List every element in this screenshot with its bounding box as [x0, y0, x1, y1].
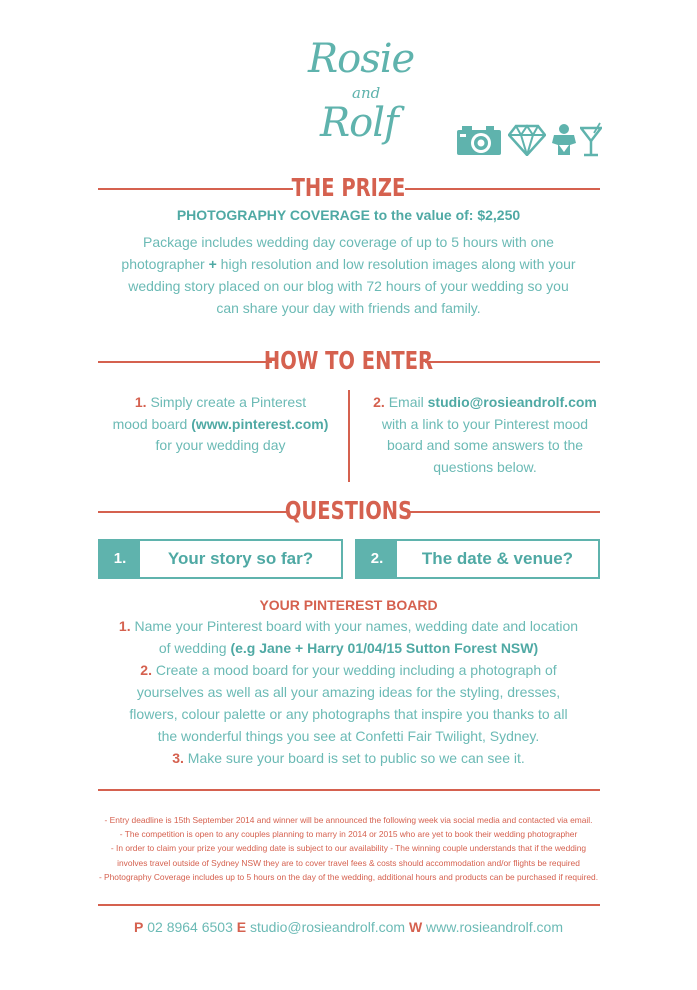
section-title-how-to-enter: HOW TO ENTER: [263, 346, 434, 375]
prize-headline: PHOTOGRAPHY COVERAGE to the value of: $2,250: [176, 207, 521, 223]
enter-step-1: [98, 392, 343, 457]
instruction-number: 2.: [140, 662, 152, 678]
logo-word-rosie: Rosie: [308, 36, 415, 82]
prize-description: [80, 231, 617, 319]
section-title-questions: QUESTIONS: [284, 496, 413, 525]
terms-line: - In order to claim your prize your wedding date is subject to our availability - The winning couple understands that if the wedding: [110, 843, 587, 854]
contact-line: [0, 919, 697, 935]
step-text: questions below.: [433, 458, 537, 475]
step-number: 2.: [373, 394, 385, 410]
studio-email-link[interactable]: studio@rosieandrolf.com: [427, 394, 597, 410]
terms-fine-print: [60, 813, 637, 884]
terms-line: involves travel outside of Sydney NSW they are to cover travel fees & costs should accommodation and/or flights be required: [117, 857, 580, 868]
prize-body-line: photographer: [121, 256, 209, 272]
phone-number[interactable]: 02 8964 6503: [143, 919, 237, 935]
diamond-icon: [508, 124, 546, 156]
board-name-example: (e.g Jane + Harry 01/04/15 Sutton Forest NSW): [230, 640, 539, 656]
contact-divider-top: [98, 904, 600, 906]
icon-row: [456, 120, 606, 160]
pinterest-link[interactable]: (www.pinterest.com): [191, 415, 329, 432]
contact-email[interactable]: studio@rosieandrolf.com: [246, 919, 409, 935]
cocktail-icon: [580, 122, 602, 158]
step-text: Simply create a Pinterest: [146, 394, 307, 410]
step-text: mood board: [112, 415, 192, 432]
instruction-number: 3.: [172, 750, 184, 766]
step-text: board and some answers to the: [386, 437, 584, 453]
prize-plus: +: [208, 256, 217, 272]
prize-body-line: can share your day with friends and family.: [216, 300, 481, 316]
step-text: with a link to your Pinterest mood: [381, 415, 589, 432]
instruction-text: the wonderful things you see at Confetti Fair Twilight, Sydney.: [157, 728, 540, 744]
question-number: 1.: [100, 541, 140, 577]
instruction-text: Make sure your board is set to public so we can see it.: [183, 750, 525, 766]
prize-body-line: wedding story placed on our blog with 72 hours of your wedding so you: [128, 278, 569, 294]
camera-icon: [456, 124, 502, 156]
instruction-text: flowers, colour palette or any photographs that inspire you thanks to all: [129, 706, 568, 722]
prize-body-line: high resolution and low resolution images along with your: [216, 256, 576, 272]
contact-website[interactable]: www.rosieandrolf.com: [422, 919, 563, 935]
pinterest-heading: YOUR PINTEREST BOARD: [259, 597, 438, 613]
fine-print-divider-top: [98, 789, 600, 791]
enter-column-divider: [348, 390, 350, 482]
section-title-prize: THE PRIZE: [291, 173, 406, 202]
pinterest-instructions: [70, 615, 627, 769]
terms-line: - Photography Coverage includes up to 5 hours on the day of the wedding, additional hours and products can be purchased if required.: [98, 871, 599, 882]
enter-step-2: [355, 392, 615, 478]
instruction-text: yourselves as well as all your amazing ideas for the styling, dresses,: [136, 684, 561, 700]
logo-word-and: and: [352, 84, 381, 102]
baby-icon: [550, 123, 578, 157]
instruction-text: Name your Pinterest board with your names, wedding date and location: [130, 618, 579, 634]
instruction-text: of wedding: [158, 640, 231, 656]
prize-body-line: Package includes wedding day coverage of up to 5 hours with one: [143, 234, 554, 250]
question-box-1: [98, 539, 343, 579]
terms-line: - Entry deadline is 15th September 2014 and winner will be announced the following week via social media and contacted via email.: [104, 815, 593, 825]
question-box-2: [355, 539, 600, 579]
terms-line: - The competition is open to any couples planning to marry in 2014 or 2015 who are yet to book their wedding photographer: [119, 829, 578, 840]
step-text: Email: [384, 394, 428, 410]
rosie-and-rolf-logo: [290, 28, 420, 158]
question-text: The date & venue?: [421, 549, 574, 568]
web-label: W: [408, 919, 423, 935]
email-label: E: [236, 919, 247, 935]
step-number: 1.: [134, 394, 147, 410]
logo-word-rolf: Rolf: [320, 100, 398, 146]
question-number: 2.: [357, 541, 397, 577]
instruction-number: 1.: [118, 618, 131, 634]
phone-label: P: [134, 919, 144, 935]
instruction-text: Create a mood board for your wedding including a photograph of: [151, 662, 557, 678]
question-text: Your story so far?: [167, 549, 314, 568]
step-text: for your wedding day: [155, 437, 286, 453]
